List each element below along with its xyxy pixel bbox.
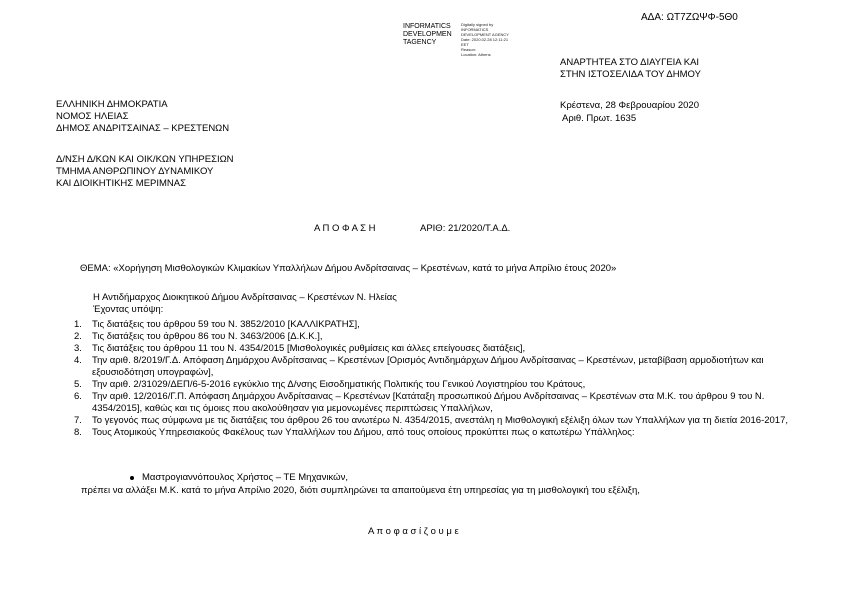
list-item: 1. Τις διατάξεις του άρθρου 59 του Ν. 3852/2010 [ΚΑΛΛΙΚΡΑΤΗΣ],: [74, 319, 360, 330]
department-line: ΤΜΗΜΑ ΑΝΘΡΩΠΙΝΟΥ ΔΥΝΑΜΙΚΟΥ: [56, 166, 214, 177]
issuer-block: [56, 99, 229, 135]
subject-line: ΘΕΜΑ: «Χορήγηση Μισθολογικών Κλιμακίων Υπαλλήλων Δήμου Ανδρίτσαινας – Κρεστένων, κατά το μήνα Απρίλιο έτους 2020»: [80, 263, 617, 274]
department-block: [56, 154, 234, 190]
issuer-line: ΕΛΛΗΝΙΚΗ ΔΗΜΟΚΡΑΤΙΑ: [56, 99, 168, 110]
list-item: 5. Την αριθ. 2/31029/ΔΕΠ/6-5-2016 εγκύκλιο της Δ/νσης Εισοδηματικής Πολιτικής του Γενικού Λογιστηρίου του Κράτους,: [74, 379, 586, 390]
signature-label-line: INFORMATICS: [403, 23, 451, 30]
authority-line: Η Αντιδήμαρχος Διοικητικού Δήμου Ανδρίτσαινας – Κρεστένων Ν. Ηλείας: [93, 292, 397, 303]
ada-number: ΑΔΑ: ΩΤ7ΖΩΨΦ-5Θ0: [641, 12, 738, 23]
employee-bullet: [130, 472, 348, 483]
employee-name: Μαστρογιαννόπουλος Χρήστος – ΤΕ Μηχανικών,: [142, 472, 348, 483]
list-item: 4. Την αριθ. 8/2019/Γ.Δ. Απόφαση Δημάρχου Ανδρίτσαινας – Κρεστένων [Ορισμός Αντιδημάρχων Δήμου Ανδρίτσαινας – Κρεστένων, μεταβίβαση αρμοδιοτήτων και εξουσιοδότηση υπογραφών],: [74, 355, 764, 378]
signature-label-line: TAGENCY: [403, 39, 437, 46]
posting-note-line: ΣΤΗΝ ΙΣΤΟΣΕΛΙΔΑ ΤΟΥ ΔΗΜΟΥ: [560, 69, 701, 80]
issuer-line: ΝΟΜΟΣ ΗΛΕΙΑΣ: [56, 111, 129, 122]
issuer-line: ΔΗΜΟΣ ΑΝΔΡΙΤΣΑΙΝΑΣ – ΚΡΕΣΤΕΝΩΝ: [56, 123, 230, 134]
signature-detail-line: Digitally signed by: [461, 22, 494, 27]
signature-detail-line: INFORMATICS: [461, 27, 489, 32]
signature-detail-line: EET: [461, 42, 469, 47]
list-item: 3. Τις διατάξεις του άρθρου 11 του Ν. 4354/2015 [Μισθολογικές ρυθμίσεις και άλλες επείγουσες διατάξεις],: [74, 343, 526, 354]
bullet-icon: [130, 476, 134, 480]
conclusion-line: πρέπει να αλλάξει Μ.Κ. κατά το μήνα Απρίλιο 2020, διότι συμπληρώνει τα απαιτούμενα έτη υπηρεσίας για τη μισθολογική του εξέλιξη,: [81, 485, 640, 496]
signature-detail-line: Reason:: [461, 47, 476, 52]
list-item: 7. Το γεγονός πως σύμφωνα με τις διατάξεις του άρθρου 26 του ανωτέρω Ν. 4354/2015, ανεστάλη η Μισθολογική εξέλιξη όλων των Υπαλλήλων για τη διετία 2016-2017,: [74, 415, 789, 426]
we-decide-heading: Α π ο φ α σ ί ζ ο υ μ ε: [368, 526, 459, 537]
signature-label-line: DEVELOPMEN: [403, 31, 452, 38]
place-date: Κρέστενα, 28 Φεβρουαρίου 2020: [560, 100, 699, 111]
considering-label: Έχοντας υπόψη:: [93, 304, 164, 315]
considerations-list: [70, 319, 800, 439]
decision-title: Α Π Ο Φ Α Σ Η: [314, 223, 376, 234]
list-item: 8. Τους Ατομικούς Υπηρεσιακούς Φακέλους των Υπαλλήλων του Δήμου, από τους οποίους προκύπτει πως ο κατωτέρω Υπάλληλος:: [74, 427, 635, 438]
department-line: Δ/ΝΣΗ Δ/ΚΩΝ ΚΑΙ ΟΙΚ/ΚΩΝ ΥΠΗΡΕΣΙΩΝ: [56, 154, 234, 165]
posting-note: [560, 57, 701, 81]
decision-number: ΑΡΙΘ: 21/2020/Τ.Α.Δ.: [420, 223, 511, 234]
signature-detail-line: Date: 2020.02.28 12:11:21: [461, 37, 509, 42]
protocol-number: Αριθ. Πρωτ. 1635: [562, 113, 637, 124]
posting-note-line: ΑΝΑΡΤΗΤΕΑ ΣΤΟ ΔΙΑΥΓΕΙΑ ΚΑΙ: [560, 57, 700, 68]
department-line: ΚΑΙ ΔΙΟΙΚΗΤΙΚΗΣ ΜΕΡΙΜΝΑΣ: [56, 178, 186, 189]
signature-detail-line: DEVELOPMENT AGENCY: [461, 32, 509, 37]
list-item: 6. Την αριθ. 12/2016/Γ.Π. Απόφαση Δημάρχου Ανδρίτσαινας – Κρεστένων [Κατάταξη προσωπικού Δήμου Ανδρίτσαινας – Κρεστένων στα Μ.Κ. του άρθρου 9 του Ν. 4354/2015], καθώς και τις όμοιες που ακολούθησαν για μεμονωμένες περιπτώσεις Υπαλλήλων,: [74, 391, 765, 414]
list-item: 2. Τις διατάξεις του άρθρου 86 του Ν. 3463/2006 [Δ.Κ.Κ.],: [74, 331, 323, 342]
signature-detail-line: Location: Athens: [461, 52, 491, 57]
